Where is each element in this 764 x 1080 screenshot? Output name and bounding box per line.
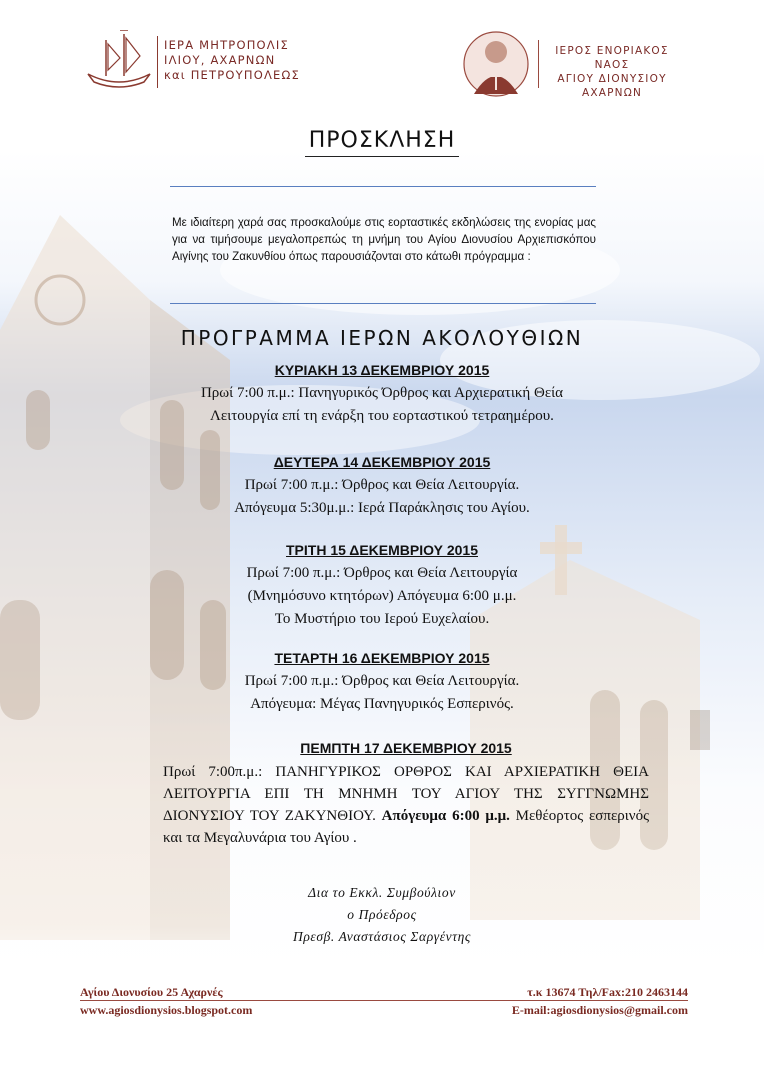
signature-line-1: Δια το Εκκλ. Συμβούλιον bbox=[308, 885, 456, 900]
day-thursday bbox=[163, 738, 649, 849]
divider-bottom bbox=[170, 303, 596, 304]
intro-paragraph: Με ιδιαίτερη χαρά σας προσκαλούμε στις εορταστικές εκδηλώσεις της ενορίας μας για να τιμήσουμε μεγαλοπρεπώς τη μνήμη του Αγίου Διονυσίου Αρχιεπισκόπου Αιγίνης του Ζακυνθίου όπως παρουσιάζονται στο κάτωθι πρόγραμμα : bbox=[172, 216, 596, 263]
day-line: Πρωί 7:00 π.μ.: Όρθρος και Θεία Λειτουργία. bbox=[244, 673, 520, 689]
right-logo-line-1: ΙΕΡΟΣ ΕΝΟΡΙΑΚΟΣ ΝΑΟΣ bbox=[555, 45, 669, 71]
signature-block bbox=[0, 882, 764, 948]
ship-logo-icon bbox=[84, 30, 154, 94]
day-thursday-text-b: Μεθέορτος εσπερινός και τα Μεγαλυνάρια του Αγίου . bbox=[163, 808, 650, 846]
day-line: Λειτουργία επί τη ενάρξη του εορταστικού τετραημέρου. bbox=[210, 408, 554, 424]
day-line: Απόγευμα 5:30μ.μ.: Ιερά Παράκλησις του Αγίου. bbox=[234, 500, 530, 516]
right-logo-line-2: ΑΓΙΟΥ ΔΙΟΝΥΣΙΟΥ bbox=[557, 73, 667, 85]
left-logo-line-2: ΙΛΙΟΥ, ΑΧΑΡΝΩΝ bbox=[164, 53, 276, 67]
day-line: Πρωί 7:00 π.μ.: Πανηγυρικός Όρθρος και Αρχιερατική Θεία bbox=[200, 385, 564, 401]
saint-portrait-icon bbox=[460, 30, 532, 100]
page-title-text: ΠΡΟΣΚΛΗΣΗ bbox=[305, 128, 460, 157]
right-logo-line-3: ΑΧΑΡΝΩΝ bbox=[581, 87, 643, 99]
page-title bbox=[0, 128, 764, 153]
day-heading: ΤΕΤΑΡΤΗ 16 ΔΕΚΕΜΒΡΙΟΥ 2015 bbox=[274, 650, 490, 666]
left-logo-line-1: ΙΕΡΑ ΜΗΤΡΟΠΟΛΙΣ bbox=[164, 38, 289, 52]
left-logo bbox=[84, 30, 324, 100]
day-thursday-text-bold: Απόγευμα 6:00 μ.μ. bbox=[381, 808, 510, 824]
right-logo bbox=[460, 30, 700, 100]
day-line: Το Μυστήριο του Ιερού Ευχελαίου. bbox=[274, 611, 490, 627]
day-heading: ΠΕΜΠΤΗ 17 ΔΕΚΕΜΒΡΙΟΥ 2015 bbox=[300, 740, 512, 756]
day-thursday-text-a: Πρωί 7:00π.μ.: ΠΑΝΗΓΥΡΙΚΟΣ ΟΡΘΡΟΣ ΚΑΙ ΑΡΧΙΕΡΑΤΙΚΗ ΘΕΙΑ ΛΕΙΤΟΥΡΓΙΑ ΕΠΙ ΤΗ ΜΝΗΜΗ ΤΟΥ ΑΓΙΟΥ ΤΗΣ ΣΥΓΓΝΩΜΗΣ ΔΙΟΝΥΣΙΟΥ ΤΟΥ ΖΑΚΥΝΘΙΟΥ. bbox=[163, 764, 649, 824]
day-line: Πρωί 7:00 π.μ.: Όρθρος και Θεία Λειτουργία bbox=[246, 565, 518, 581]
signature-line-3: Πρεσβ. Αναστάσιος Σαργέντης bbox=[292, 929, 472, 944]
day-line: (Μνημόσυνο κτητόρων) Απόγευμα 6:00 μ.μ. bbox=[247, 588, 517, 604]
day-thursday-text bbox=[163, 761, 649, 849]
program-title: ΠΡΟΓΡΑΜΜΑ ΙΕΡΩΝ ΑΚΟΛΟΥΘΙΩΝ bbox=[180, 326, 584, 350]
footer-postal-phone: τ.κ 13674 Τηλ/Fax:210 2463144 bbox=[527, 985, 688, 999]
day-heading: ΚΥΡΙΑΚΗ 13 ΔΕΚΕΜΒΡΙΟΥ 2015 bbox=[274, 362, 490, 378]
day-wednesday bbox=[0, 648, 764, 716]
footer-website-link[interactable]: www.agiosdionysios.blogspot.com bbox=[80, 1003, 253, 1017]
day-monday bbox=[0, 452, 764, 520]
divider-top bbox=[170, 186, 596, 187]
footer-email-link[interactable]: E-mail:agiosdionysios@gmail.com bbox=[511, 1003, 688, 1017]
day-tuesday bbox=[0, 540, 764, 631]
footer-address: Αγίου Διονυσίου 25 Αχαρνές bbox=[80, 985, 223, 999]
day-sunday bbox=[0, 360, 764, 428]
day-line: Πρωί 7:00 π.μ.: Όρθρος και Θεία Λειτουργία. bbox=[244, 477, 520, 493]
day-heading: ΔΕΥΤΕΡΑ 14 ΔΕΚΕΜΒΡΙΟΥ 2015 bbox=[273, 454, 491, 470]
left-logo-line-3: και ΠΕΤΡΟΥΠΟΛΕΩΣ bbox=[164, 68, 300, 82]
day-heading: ΤΡΙΤΗ 15 ΔΕΚΕΜΒΡΙΟΥ 2015 bbox=[286, 542, 478, 558]
footer-divider bbox=[80, 1000, 688, 1001]
signature-line-2: ο Πρόεδρος bbox=[347, 907, 417, 922]
day-line: Απόγευμα: Μέγας Πανηγυρικός Εσπερινός. bbox=[250, 696, 514, 712]
